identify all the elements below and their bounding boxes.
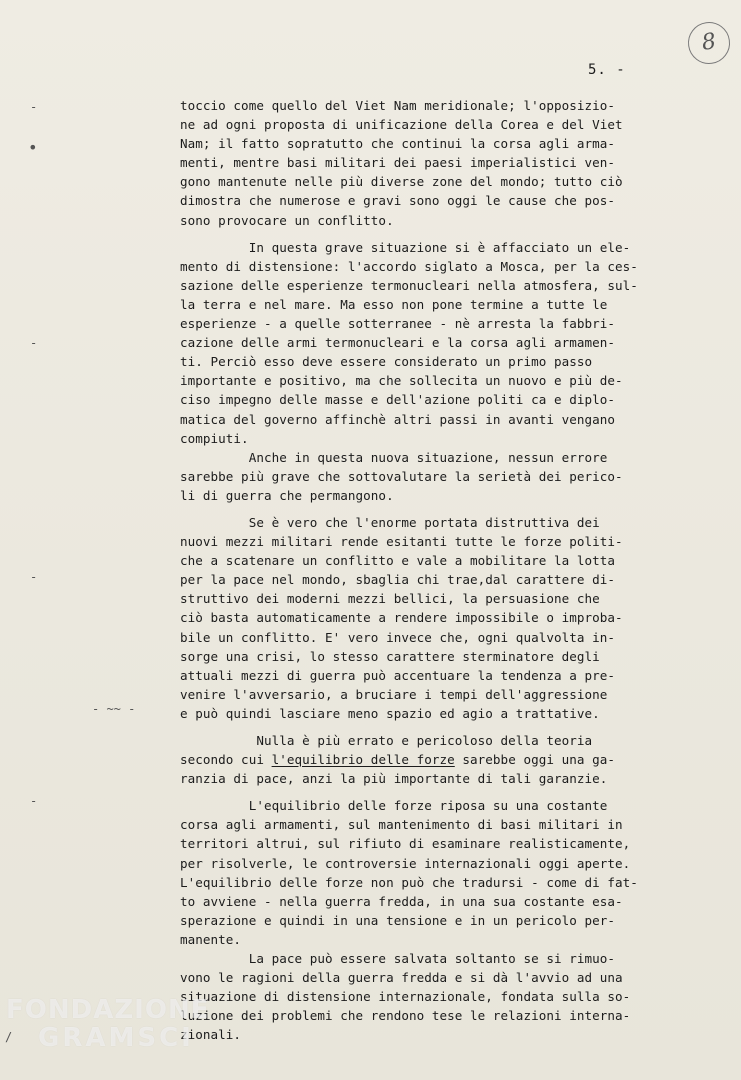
- text-line: luzione dei problemi che rendono tese le relazioni interna-: [180, 1008, 631, 1024]
- margin-dash-mark: -: [30, 336, 38, 350]
- text-line: sperazione e quindi in una tensione e in un pericolo per-: [180, 912, 616, 928]
- text-line: manente.: [180, 931, 242, 947]
- text-line: toccio come quello del Viet Nam meridionale; l'opposizio-: [180, 98, 616, 113]
- text-line: matica del governo affinchè altri passi in avanti vengano: [180, 411, 616, 427]
- underlined-phrase: l'equilibrio delle forze: [271, 752, 455, 768]
- watermark-line: FONDAZIONE: [6, 995, 210, 1025]
- text-line: L'equilibrio delle forze non può che tradursi - come di fat-: [180, 874, 638, 890]
- text-line: venire l'avversario, a bruciare i tempi dell'aggressione: [180, 686, 608, 702]
- text-fragment: secondo cui: [180, 752, 272, 768]
- text-line: Nam; il fatto sopratutto che continui la corsa agli arma-: [180, 136, 616, 152]
- margin-slash-mark: /: [5, 1030, 13, 1044]
- text-line: dimostra che numerose e gravi sono oggi le cause che pos-: [180, 193, 616, 209]
- text-line: gono mantenute nelle più diverse zone del mondo; tutto ciò: [180, 174, 623, 190]
- margin-dash-mark: -: [30, 794, 38, 808]
- text-line: sarebbe più grave che sottovalutare la serietà dei perico-: [180, 468, 623, 484]
- text-line: ne ad ogni proposta di unificazione della Corea e del Viet: [180, 117, 623, 133]
- text-line: la terra e nel mare. Ma esso non pone termine a tutte le: [180, 296, 608, 312]
- document-body: [180, 96, 710, 1045]
- text-line: per risolverle, le controversie internazionali oggi aperte.: [180, 855, 631, 871]
- paragraph-gap: [180, 230, 710, 238]
- text-line: struttivo dei moderni mezzi bellici, la persuasione che: [180, 591, 600, 607]
- text-line: sorge una crisi, lo stesso carattere sterminatore degli: [180, 648, 600, 664]
- margin-scribble-mark: - ~~ -: [92, 702, 136, 716]
- text-line: compiuti.: [180, 430, 249, 446]
- text-line: ranzia di pace, anzi la più importante di tali garanzie.: [180, 771, 608, 787]
- text-line: L'equilibrio delle forze riposa su una costante: [180, 798, 608, 814]
- text-line: Se è vero che l'enorme portata distruttiva dei: [180, 514, 600, 530]
- paragraph-gap: [180, 788, 710, 796]
- text-line: cazione delle armi termonucleari e la corsa agli armamen-: [180, 335, 616, 351]
- text-line: ciso impegno delle masse e dell'azione politi ca e diplo-: [180, 392, 616, 408]
- text-line: attuali mezzi di guerra può accentuare la tendenza a pre-: [180, 667, 616, 683]
- text-line: e può quindi lasciare meno spazio ed agio a trattative.: [180, 705, 600, 721]
- text-line: sono provocare un conflitto.: [180, 212, 394, 228]
- margin-dash-mark: -: [30, 570, 38, 584]
- text-line: ti. Perciò esso deve essere considerato un primo passo: [180, 354, 593, 370]
- text-line: importante e positivo, ma che sollecita un nuovo e più de-: [180, 373, 623, 389]
- text-line: per la pace nel mondo, sbaglia chi trae,dal carattere di-: [180, 572, 616, 588]
- text-line: to avviene - nella guerra fredda, in una sua costante esa-: [180, 893, 623, 909]
- text-line: che a scatenare un conflitto e vale a mobilitare la lotta: [180, 553, 616, 569]
- text-fragment: sarebbe oggi una ga-: [454, 752, 616, 768]
- paragraph-gap: [180, 723, 710, 731]
- text-line: sazione delle esperienze termonucleari nella atmosfera, sul-: [180, 277, 638, 293]
- text-line: mento di distensione: l'accordo siglato a Mosca, per la ces-: [180, 258, 638, 274]
- text-line: La pace può essere salvata soltanto se si rimuo-: [180, 951, 616, 967]
- text-line: menti, mentre basi militari dei paesi imperialistici ven-: [180, 155, 616, 171]
- text-line: corsa agli armamenti, sul mantenimento di basi militari in: [180, 817, 623, 833]
- text-line: vono le ragioni della guerra fredda e si dà l'avvio ad una: [180, 970, 623, 986]
- text-line: In questa grave situazione si è affacciato un ele-: [180, 239, 631, 255]
- text-line-with-underline: [180, 750, 710, 769]
- text-line: ciò basta automaticamente a rendere impossibile o improba-: [180, 610, 623, 626]
- archive-number-stamp: 8: [685, 19, 732, 66]
- margin-dash-mark: -: [30, 100, 38, 114]
- text-line: zionali.: [180, 1027, 242, 1043]
- text-line: li di guerra che permangono.: [180, 487, 394, 503]
- page-number: 5. -: [588, 62, 626, 78]
- paragraph-gap: [180, 505, 710, 513]
- watermark-line: GRAMSCI: [38, 1023, 194, 1053]
- text-line: esperienze - a quelle sotterranee - nè arresta la fabbri-: [180, 316, 616, 332]
- watermark-logo: [6, 996, 209, 1052]
- text-line: situazione di distensione internazionale, fondata sulla so-: [180, 989, 631, 1005]
- text-line: Nulla è più errato e pericoloso della teoria: [180, 733, 593, 748]
- text-line: territori altrui, sul rifiuto di esaminare realisticamente,: [180, 836, 631, 852]
- text-line: bile un conflitto. E' vero invece che, ogni qualvolta in-: [180, 629, 616, 645]
- text-line: Anche in questa nuova situazione, nessun errore: [180, 449, 608, 465]
- margin-dot-mark: •: [28, 138, 38, 157]
- text-line: nuovi mezzi militari rende esitanti tutte le forze politi-: [180, 534, 623, 550]
